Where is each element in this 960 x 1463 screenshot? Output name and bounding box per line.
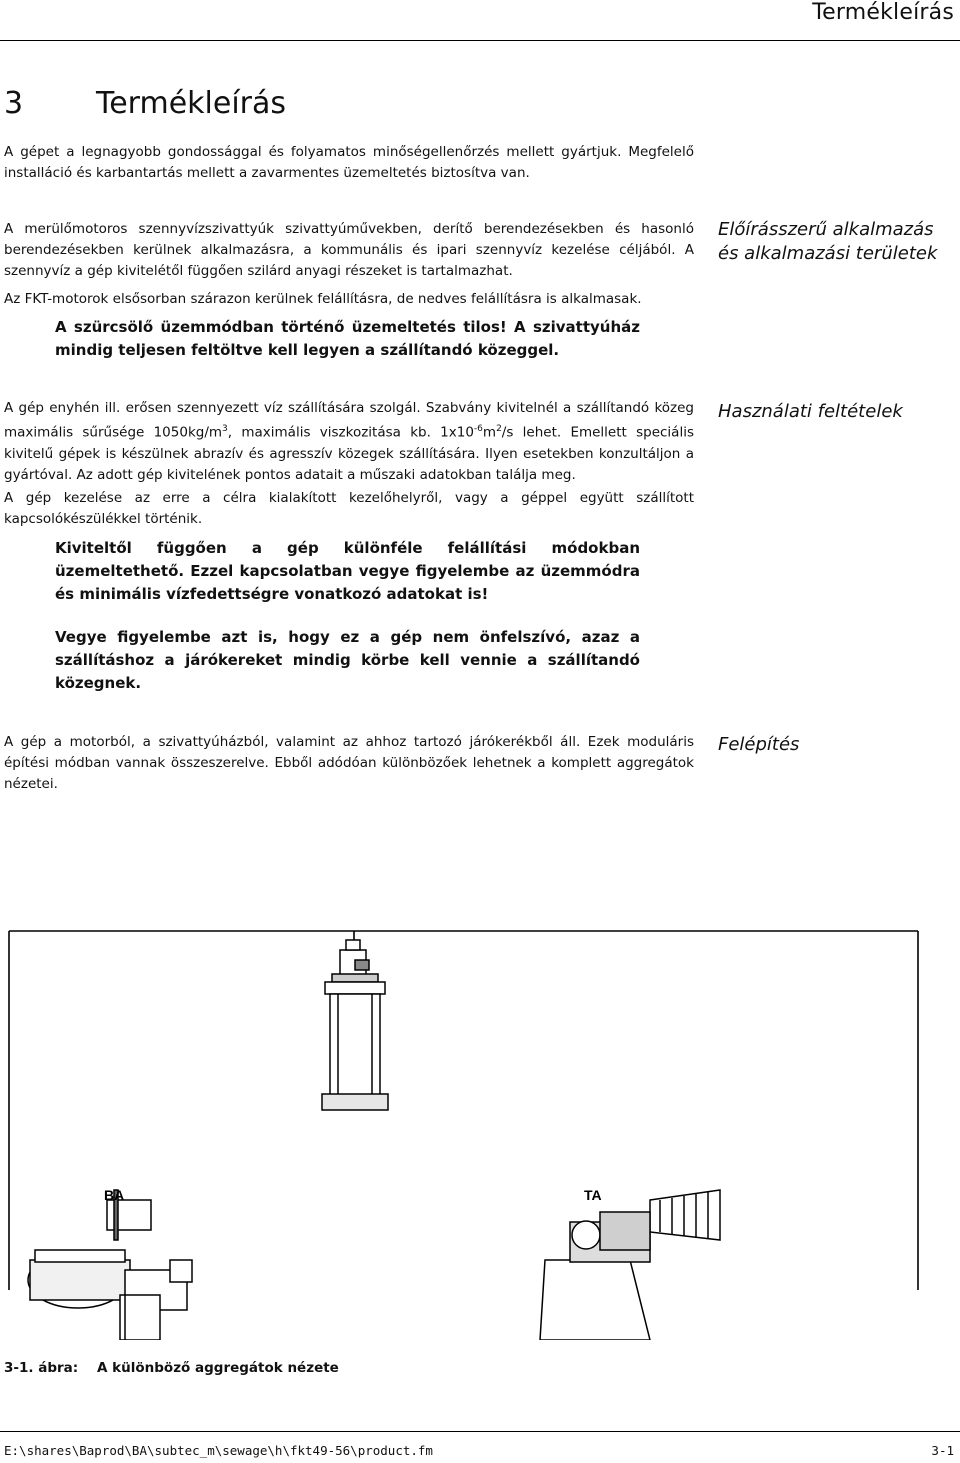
conditions-p1-d: /s lehet. Emellett speciális kivitelű gépek is készülnek abrazív és agresszív közegek szállítására. Ilyen esetekben konzultáljon a gyártóval. Az adott gép kivitelének pontos adatait a műszaki adatokban találja meg. bbox=[4, 424, 694, 483]
footer-file-path: E:\shares\Baprod\BA\subtec_m\sewage\h\fkt49-56\product.fm bbox=[4, 1443, 433, 1458]
applications-paragraph-1: A merülőmotoros szennyvízszivattyúk szivattyúművekben, derítő berendezésekben és hasonló berendezésekben kerülnek alkalmazásra, a kommunális és ipari szennyvíz kezelése céljából. A szennyvíz a gép kivitelétől függően szilárd anyagi részeket is tartalmazhat. bbox=[4, 221, 694, 279]
figure-caption-number: 3-1. ábra: bbox=[4, 1360, 79, 1376]
applications-warning: A szürcsölő üzemmódban történő üzemeltetés tilos! A szivattyúház mindig teljesen feltöltve kell legyen a szállítandó közeggel. bbox=[55, 318, 640, 359]
chapter-number: 3 bbox=[4, 86, 24, 121]
motor-unit-drawing bbox=[322, 940, 388, 1110]
intro-paragraph: A gépet a legnagyobb gondossággal és folyamatos minőségellenőrzés mellett gyártjuk. Megfelelő installáció és karbantartás mellett a zavarmentes üzemeltetés biztosítva van. bbox=[4, 144, 694, 181]
footer-rule bbox=[0, 1431, 960, 1432]
side-title-structure: Felépítés bbox=[718, 734, 800, 755]
figure-caption-text: A különböző aggregátok nézete bbox=[97, 1360, 339, 1376]
structure-paragraph: A gép a motorból, a szivattyúházból, valamint az ahhoz tartozó járókerékből áll. Ezek moduláris építési módban vannak összeszerelve. Ebből adódóan különbözőek lehetnek a komplett aggregátok nézetei. bbox=[4, 734, 694, 792]
conditions-p1-sup1: 3 bbox=[222, 424, 228, 434]
side-title-applications-line1: Előírásszerű alkalmazás bbox=[718, 219, 934, 240]
conditions-note-1: Kiviteltől függően a gép különféle felállítási módokban üzemeltethető. Ezzel kapcsolatban vegye figyelembe az üzemmódra és minimális vízfedettségre vonatkozó adatokat is! bbox=[55, 539, 640, 603]
ta-aggregate-drawing bbox=[540, 1190, 720, 1340]
chapter-title: Termékleírás bbox=[96, 86, 287, 121]
header-rule bbox=[0, 40, 960, 41]
conditions-paragraph-2: A gép kezelése az erre a célra kialakított kezelőhelyről, vagy a géppel együtt szállított kapcsolókészülékkel történik. bbox=[4, 490, 694, 527]
conditions-p1-sup3: 2 bbox=[496, 424, 502, 434]
conditions-p1-a: A gép enyhén ill. erősen szennyezett víz szállítására szolgál. Szabvány kivitelnél a szállítandó közeg maximális sűrűsége 1050kg/m bbox=[4, 400, 694, 441]
aggregates-figure bbox=[0, 900, 960, 1340]
side-title-applications bbox=[718, 218, 958, 266]
side-title-applications-line2: és alkalmazási területek bbox=[718, 243, 938, 264]
conditions-p1-b: , maximális viszkozitása kb. 1x10 bbox=[227, 424, 474, 441]
conditions-p1-sup2: -6 bbox=[473, 424, 483, 434]
conditions-paragraph-1 bbox=[4, 398, 694, 486]
ba-aggregate-drawing bbox=[28, 1190, 192, 1340]
running-header-title: Termékleírás bbox=[812, 0, 954, 25]
side-title-conditions: Használati feltételek bbox=[718, 401, 903, 422]
conditions-p1-c: m bbox=[482, 424, 497, 441]
footer-page-number: 3-1 bbox=[931, 1443, 954, 1458]
conditions-note-2: Vegye figyelembe azt is, hogy ez a gép nem önfelszívó, azaz a szállításhoz a járókereket mindig körbe kell vennie a szállítandó közegnek. bbox=[55, 628, 640, 692]
figure-label-ta: TA bbox=[584, 1187, 602, 1203]
applications-paragraph-2: Az FKT-motorok elsősorban szárazon kerülnek felállításra, de nedves felállításra is alkalmasak. bbox=[4, 291, 642, 307]
figure-label-ba: BA bbox=[104, 1187, 125, 1203]
chapter-heading bbox=[4, 86, 286, 121]
